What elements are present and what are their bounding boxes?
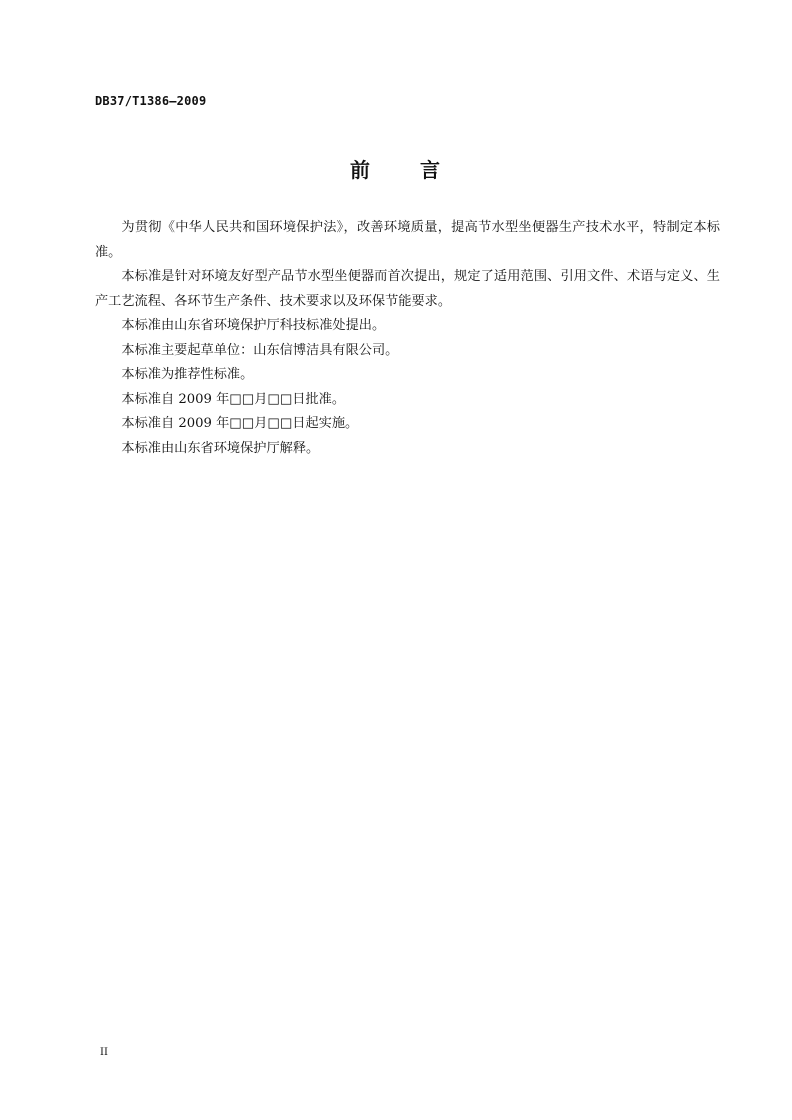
page-title [0, 154, 792, 183]
paragraph: 本标准是针对环境友好型产品节水型坐便器而首次提出，规定了适用范围、引用文件、术语与定义、生产工艺流程、各环节生产条件、技术要求以及环保节能要求。 [95, 269, 720, 309]
paragraph: 本标准为推荐性标准。 [121, 367, 254, 382]
paragraph: 本标准自 2009 年□□月□□日起实施。 [121, 416, 359, 431]
paragraph: 本标准由山东省环境保护厅解释。 [121, 440, 320, 456]
document-code: DB37/T1386—2009 [95, 94, 207, 108]
paragraph: 本标准主要起草单位：山东信博洁具有限公司。 [121, 342, 399, 358]
foreword-body [95, 216, 720, 461]
paragraph: 本标准由山东省环境保护厅科技标准处提出。 [121, 318, 386, 333]
title-char-2: 言 [420, 158, 442, 182]
page-number: II [100, 1047, 108, 1058]
paragraph: 本标准自 2009 年□□月□□日批准。 [121, 391, 346, 407]
title-char-1: 前 [350, 158, 372, 182]
paragraph: 为贯彻《中华人民共和国环境保护法》，改善环境质量，提高节水型坐便器生产技术水平，特制定本标准。 [95, 220, 720, 260]
